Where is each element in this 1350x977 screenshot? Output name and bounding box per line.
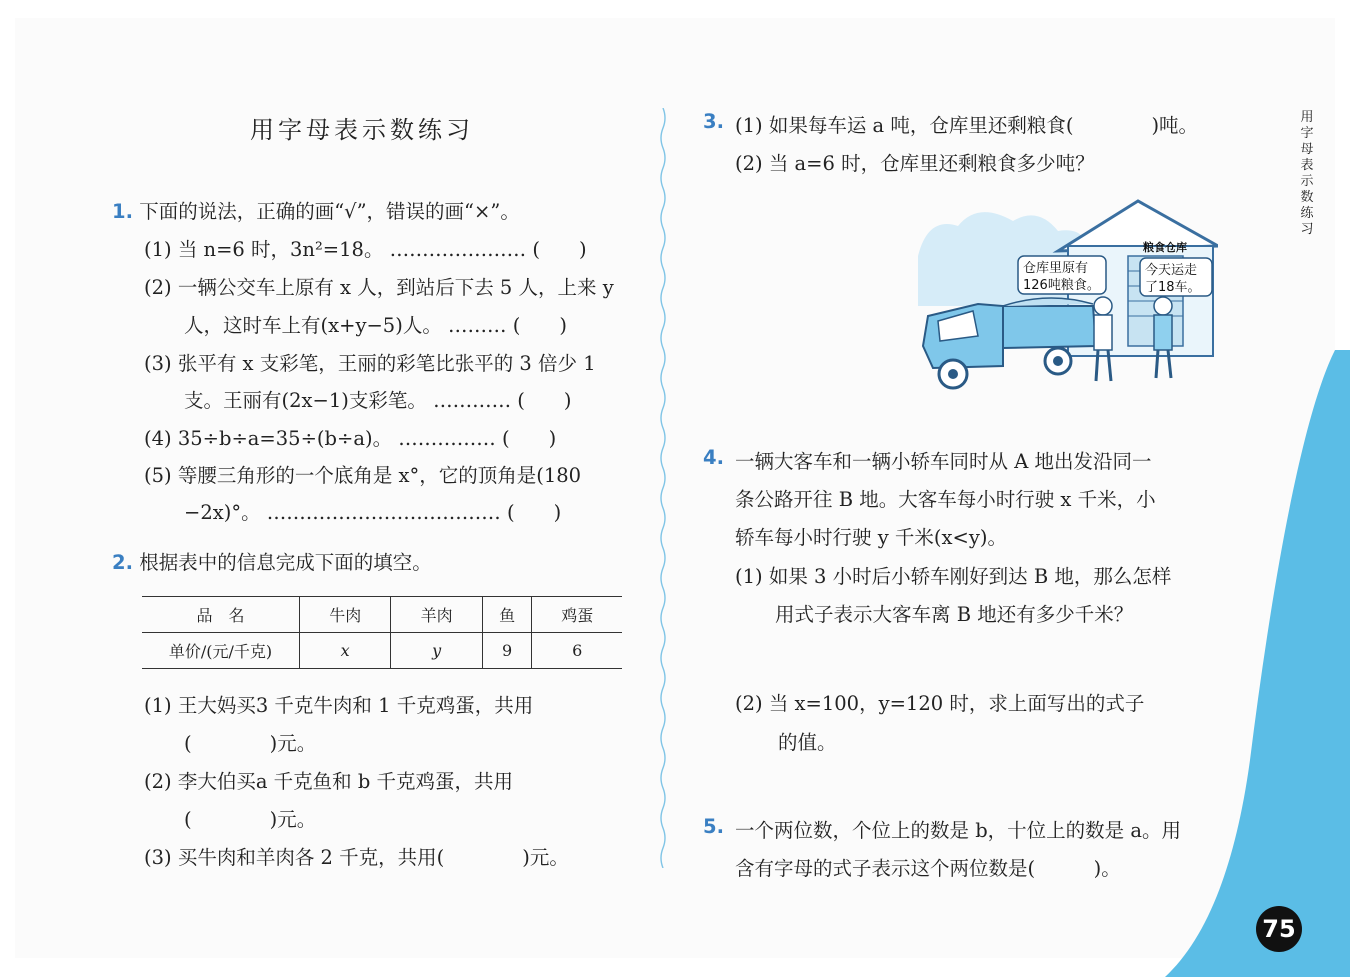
q3-number: 3.: [703, 110, 724, 133]
q5-number: 5.: [703, 815, 724, 838]
warehouse-truck-illustration: [918, 196, 1218, 396]
q4-stem-3: 轿车每小时行驶 y 千米(x<y)。: [735, 526, 1007, 549]
wavy-divider: [658, 108, 668, 868]
q1-item-5b: −2x)°。 ……………………………… ( ): [184, 501, 562, 524]
bubble-right-line2: 了18车。: [1145, 280, 1201, 295]
table-header-cell: 品 名: [142, 597, 300, 633]
table-header-cell: 羊肉: [391, 597, 482, 633]
table-cell: 9: [482, 633, 532, 669]
q1-item-3b: 支。王丽有(2x−1)支彩笔。 ………… ( ): [184, 389, 572, 412]
q2-item-3: (3) 买牛肉和羊肉各 2 千克，共用( )元。: [144, 846, 569, 869]
table-header-cell: 鱼: [482, 597, 532, 633]
q3-item-2: (2) 当 a=6 时，仓库里还剩粮食多少吨？: [735, 152, 1095, 175]
table-cell: 单价/(元/千克): [142, 633, 300, 669]
q1-item-3a: (3) 张平有 x 支彩笔，王丽的彩笔比张平的 3 倍少 1: [144, 352, 596, 375]
bubble-right-line1: 今天运走: [1145, 263, 1198, 278]
q2-item-2b: ( )元。: [184, 808, 317, 831]
q2-stem: [112, 547, 432, 575]
q2-item-1b: ( )元。: [184, 732, 317, 755]
table-header-cell: 牛肉: [300, 597, 391, 633]
warehouse-sign: 粮食仓库: [1143, 241, 1187, 254]
q4-item-1a: (1) 如果 3 小时后小轿车刚好到达 B 地，那么怎样: [735, 565, 1172, 588]
q1-stem: [112, 196, 520, 224]
price-table: [142, 596, 622, 669]
q4-item-2a: (2) 当 x=100，y=120 时，求上面写出的式子: [735, 692, 1145, 715]
q1-text: 下面的说法，正确的画“√”，错误的画“×”。: [139, 200, 520, 223]
q1-item-5a: (5) 等腰三角形的一个底角是 x°，它的顶角是(180: [144, 464, 582, 487]
bubble-left-line1: 仓库里原有: [1023, 261, 1089, 276]
page-number: 75: [1256, 906, 1302, 952]
table-header-row: [142, 597, 622, 633]
q4-stem-2: 条公路开往 B 地。大客车每小时行驶 x 千米，小: [735, 488, 1156, 511]
q1-item-2b: 人，这时车上有(x+y−5)人。 ……… ( ): [184, 314, 567, 337]
table-cell: y: [391, 633, 482, 669]
table-header-cell: 鸡蛋: [532, 597, 622, 633]
q1-item-4: (4) 35÷b÷a=35÷(b÷a)。 …………… ( ): [144, 427, 557, 450]
q2-item-1a: (1) 王大妈买3 千克牛肉和 1 千克鸡蛋，共用: [144, 694, 534, 717]
q4-item-2b: 的值。: [778, 731, 837, 754]
q1-number: 1.: [112, 200, 133, 223]
q1-item-1: (1) 当 n=6 时，3n²=18。 ………………… ( ): [144, 238, 587, 261]
q5-stem-2: 含有字母的式子表示这个两位数是( )。: [735, 857, 1121, 880]
q2-number: 2.: [112, 551, 133, 574]
q4-stem-1: 一辆大客车和一辆小轿车同时从 A 地出发沿同一: [735, 450, 1152, 473]
q4-number: 4.: [703, 446, 724, 469]
sidebar-chapter-label: 用字母表示数练习: [1300, 110, 1314, 237]
page-title: 用字母表示数练习: [250, 116, 474, 144]
bubble-left-line2: 126吨粮食。: [1023, 278, 1100, 293]
q4-item-1b: 用式子表示大客车离 B 地还有多少千米？: [775, 603, 1134, 626]
q2-item-2a: (2) 李大伯买a 千克鱼和 b 千克鸡蛋，共用: [144, 770, 514, 793]
q5-stem-1: 一个两位数，个位上的数是 b，十位上的数是 a。用: [735, 819, 1182, 842]
q3-item-1: (1) 如果每车运 a 吨，仓库里还剩粮食( )吨。: [735, 114, 1199, 137]
q1-item-2a: (2) 一辆公交车上原有 x 人，到站后下去 5 人，上来 y: [144, 276, 614, 299]
q2-text: 根据表中的信息完成下面的填空。: [139, 551, 432, 574]
table-cell: 6: [532, 633, 622, 669]
table-cell: x: [300, 633, 391, 669]
table-row: [142, 633, 622, 669]
